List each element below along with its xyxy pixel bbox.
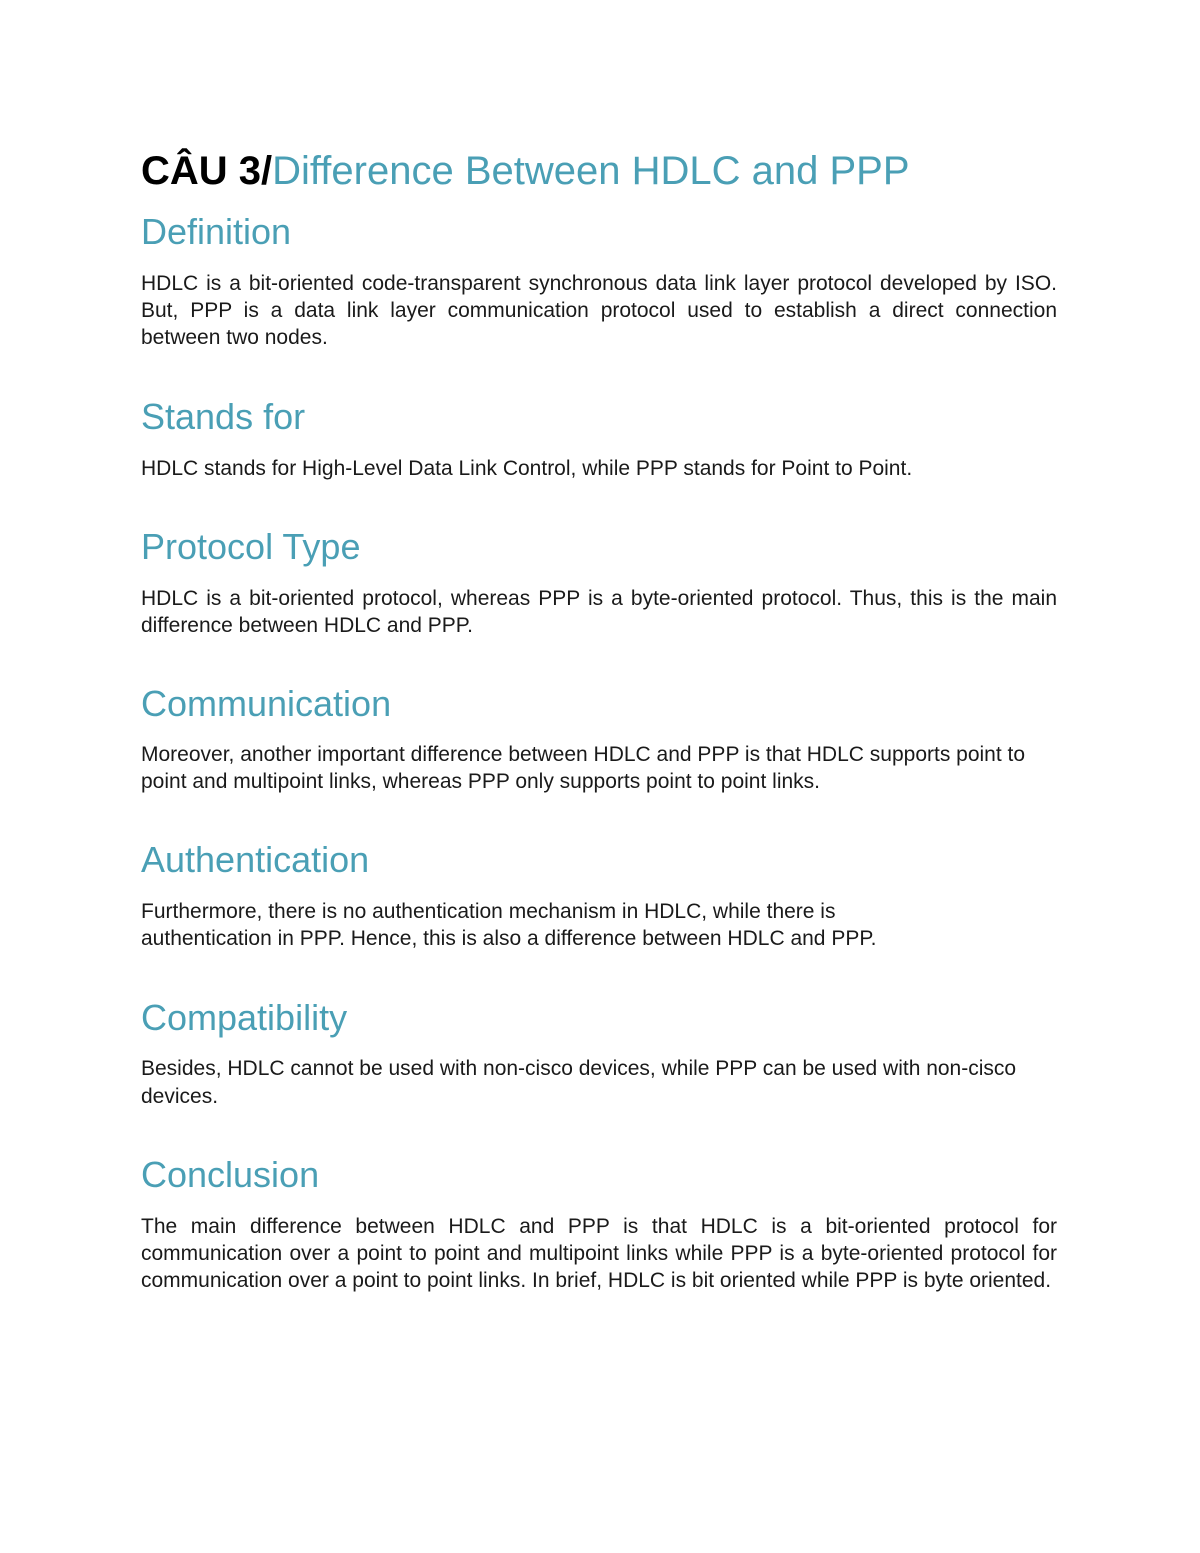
title-main: Difference Between HDLC and PPP <box>272 149 910 193</box>
paragraph-protocol-type: HDLC is a bit-oriented protocol, whereas PPP is a byte-oriented protocol. Thus, this is the main difference between HDLC and PPP. <box>141 587 1057 637</box>
heading-stands-for: Stands for <box>141 396 306 437</box>
heading-communication: Communication <box>141 683 392 724</box>
paragraph-authentication: Furthermore, there is no authentication mechanism in HDLC, while there is authentication in PPP. Hence, this is also a difference between HDLC and PPP. <box>141 900 877 950</box>
paragraph-compatibility: Besides, HDLC cannot be used with non-cisco devices, while PPP can be used with non-cisco devices. <box>141 1057 1017 1108</box>
heading-protocol-type: Protocol Type <box>141 526 361 567</box>
title-prefix: CÂU 3/ <box>141 149 273 193</box>
paragraph-definition: HDLC is a bit-oriented code-transparent synchronous data link layer protocol developed by ISO. But, PPP is a data link layer communication protocol used to establish a direct connection between two nodes. <box>141 272 1057 349</box>
document-title <box>141 143 910 199</box>
heading-definition: Definition <box>141 211 292 252</box>
heading-authentication: Authentication <box>141 839 370 880</box>
paragraph-communication: Moreover, another important difference between HDLC and PPP is that HDLC supports point to point and multipoint links, whereas PPP only supports point to point links. <box>141 743 1026 793</box>
heading-conclusion: Conclusion <box>141 1154 320 1195</box>
heading-compatibility: Compatibility <box>141 997 348 1038</box>
paragraph-conclusion: The main difference between HDLC and PPP is that HDLC is a bit-oriented protocol for communication over a point to point and multipoint links while PPP is a byte-oriented protocol for communication over a point to point links. In brief, HDLC is bit oriented while PPP is byte oriented. <box>141 1215 1057 1292</box>
paragraph-stands-for: HDLC stands for High-Level Data Link Control, while PPP stands for Point to Point. <box>141 457 913 480</box>
